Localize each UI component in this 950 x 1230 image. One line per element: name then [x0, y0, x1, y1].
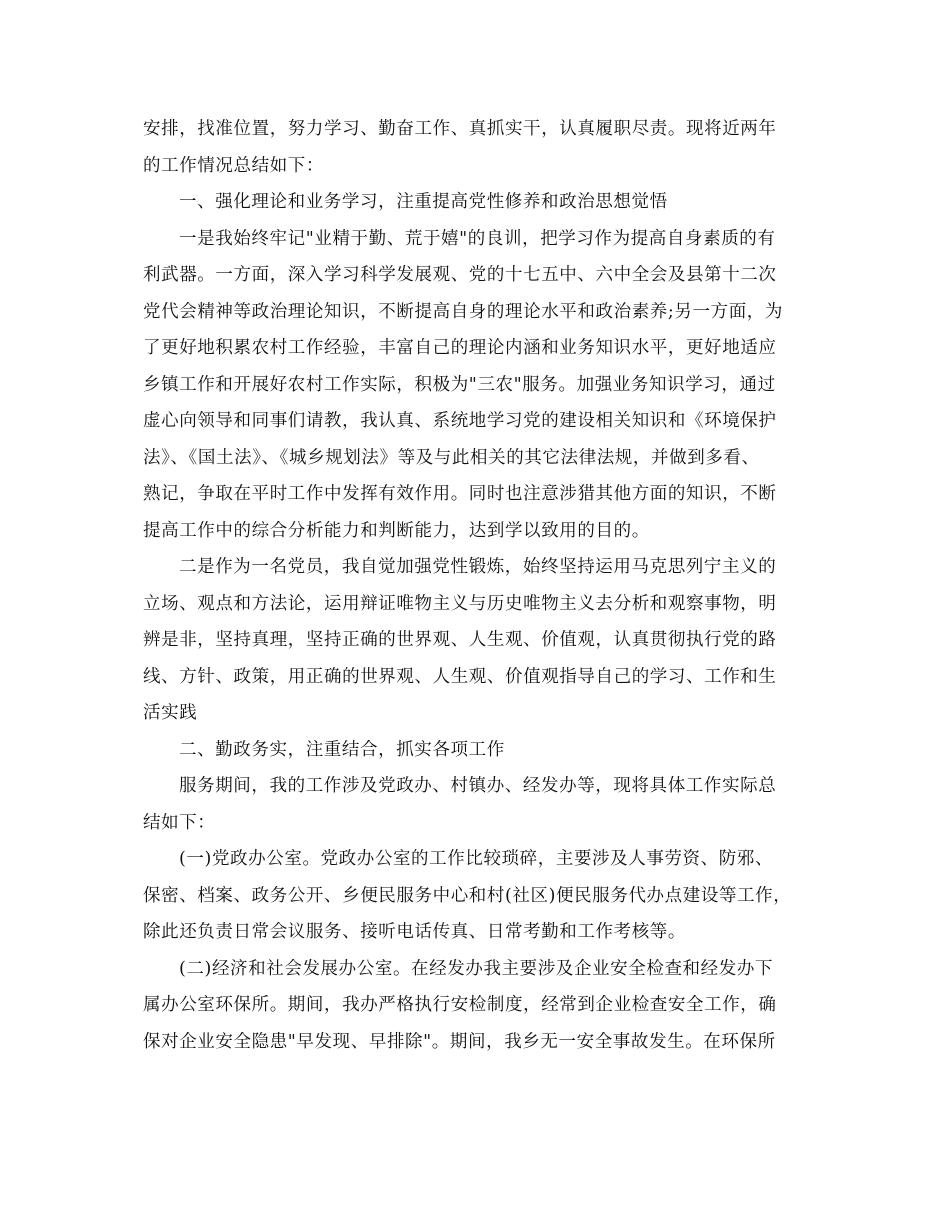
text-line: (一)党政办公室。党政办公室的工作比较琐碎，主要涉及人事劳资、防邪、 — [179, 849, 774, 869]
text-line: 利武器。一方面，深入学习科学发展观、党的十七五中、六中全会及县第十二次 — [143, 265, 777, 285]
section-heading: 一、强化理论和业务学习，注重提高党性修养和政治思想觉悟 — [179, 192, 668, 212]
text-line: 一是我始终牢记"业精于勤、荒于嬉"的良训，把学习作为提高自身素质的有 — [179, 229, 776, 249]
text-line: (二)经济和社会发展办公室。在经发办我主要涉及企业安全检查和经发办下 — [179, 959, 774, 979]
text-line: 乡镇工作和开展好农村工作实际，积极为"三农"服务。加强业务知识学习，通过 — [143, 375, 776, 395]
text-line: 虚心向领导和同事们请教，我认真、系统地学习党的建设相关知识和《环境保护 — [143, 411, 777, 431]
text-line: 法》、《国土法》、《城乡规划法》等及与此相关的其它法律法规，并做到多看、 — [143, 448, 760, 468]
text-line: 辨是非，坚持真理，坚持正确的世界观、人生观、价值观，认真贯彻执行党的路 — [143, 630, 777, 650]
text-line: 熟记，争取在平时工作中发挥有效作用。同时也注意涉猎其他方面的知识，不断 — [143, 484, 777, 504]
text-line: 的工作情况总结如下： — [143, 156, 324, 176]
text-line: 二是作为一名党员，我自觉加强党性锻炼，始终坚持运用马克思列宁主义的 — [179, 557, 777, 577]
text-line: 除此还负责日常会议服务、接听电话传真、日常考勤和工作考核等。 — [143, 922, 686, 942]
text-line: 保密、档案、政务公开、乡便民服务中心和村(社区)便民服务代办点建设等工作， — [143, 886, 792, 906]
text-line: 服务期间，我的工作涉及党政办、村镇办、经发办等，现将具体工作实际总 — [179, 776, 777, 796]
text-line: 结如下： — [143, 813, 216, 833]
text-line: 线、方针、政策，用正确的世界观、人生观、价值观指导自己的学习、工作和生 — [143, 667, 777, 687]
text-line: 安排，找准位置，努力学习、勤奋工作、真抓实干，认真履职尽责。现将近两年 — [143, 119, 777, 139]
text-line: 立场、观点和方法论，运用辩证唯物主义与历史唯物主义去分析和观察事物，明 — [143, 594, 777, 614]
text-line: 党代会精神等政治理论知识，不断提高自身的理论水平和政治素养;另一方面，为 — [143, 302, 783, 322]
section-heading: 二、勤政务实，注重结合，抓实各项工作 — [179, 740, 505, 760]
text-line: 提高工作中的综合分析能力和判断能力，达到学以致用的目的。 — [143, 521, 650, 541]
text-line: 了更好地积累农村工作经验，丰富自己的理论内涵和业务知识水平，更好地适应 — [143, 338, 777, 358]
text-line: 属办公室环保所。期间，我办严格执行安检制度，经常到企业检查安全工作，确 — [143, 995, 777, 1015]
text-line: 活实践 — [143, 703, 198, 723]
text-line: 保对企业安全隐患"早发现、早排除"。期间，我乡无一安全事故发生。在环保所 — [143, 1032, 776, 1052]
